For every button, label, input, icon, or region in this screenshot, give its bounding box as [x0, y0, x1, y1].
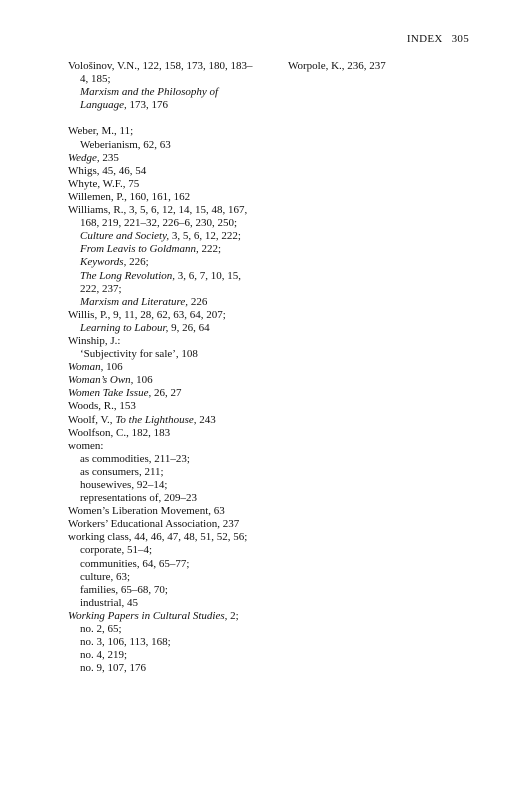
- index-entry: [68, 125, 268, 138]
- entry-text: working class, 44, 46, 47, 48, 51, 52, 56;: [68, 531, 248, 544]
- entry-text: industrial, 45: [80, 596, 139, 609]
- entry-text: Weber, M., 11;: [68, 125, 134, 138]
- entry-text: no. 2, 65;: [80, 623, 122, 636]
- index-subentry: [68, 492, 268, 505]
- index-entry: [68, 204, 268, 217]
- index-column-left: [68, 60, 268, 675]
- index-subentry: [68, 296, 268, 309]
- entry-text: no. 3, 106, 113, 168;: [80, 636, 171, 649]
- entry-text: Workers’ Educational Association, 237: [68, 518, 240, 531]
- index-subentry: [68, 256, 268, 269]
- entry-title-italic: Culture and Society,: [80, 230, 170, 243]
- entry-text: no. 4, 219;: [80, 649, 128, 662]
- entry-title-italic: Marxism and the Philosophy of: [80, 86, 219, 99]
- entry-title-italic: To the Lighthouse,: [115, 413, 197, 426]
- entry-text: Willis, P., 9, 11, 28, 62, 63, 64, 207;: [68, 308, 226, 321]
- index-subentry: [68, 479, 268, 492]
- index-subentry: [68, 466, 268, 479]
- index-subentry: [68, 270, 268, 283]
- entry-title-italic: Woman,: [68, 361, 104, 374]
- entry-text: Woods, R., 153: [68, 400, 136, 413]
- entry-text: women:: [68, 439, 104, 452]
- index-column-right: [288, 60, 468, 73]
- index-entry: [68, 152, 268, 165]
- index-entry: [68, 178, 268, 191]
- entry-text: 243: [196, 413, 216, 426]
- index-subentry: [68, 636, 268, 649]
- entry-text: Women’s Liberation Movement, 63: [68, 505, 225, 518]
- index-subentry: [68, 584, 268, 597]
- entry-title-italic: Women Take Issue,: [68, 387, 152, 400]
- entry-text: Woolfson, C., 182, 183: [68, 426, 171, 439]
- entry-text: Whyte, W.F., 75: [68, 177, 140, 190]
- entry-title-italic: Keywords,: [80, 256, 127, 269]
- entry-text: 106: [103, 361, 123, 374]
- index-subentry: [68, 283, 268, 296]
- entry-text: representations of, 209–23: [80, 492, 197, 505]
- index-subentry: [68, 571, 268, 584]
- index-subentry: [68, 99, 268, 112]
- header-label: INDEX: [406, 33, 443, 45]
- entry-title-italic: Learning to Labour,: [80, 321, 169, 334]
- index-subentry: [68, 597, 268, 610]
- entry-text: ‘Subjectivity for sale’, 108: [80, 348, 198, 361]
- index-subentry: [68, 322, 268, 335]
- index-entry: [68, 440, 268, 453]
- index-subentry: [68, 230, 268, 243]
- index-subentry: [68, 544, 268, 557]
- entry-title-italic: Language,: [80, 99, 127, 112]
- entry-text: as consumers, 211;: [80, 465, 164, 478]
- entry-text: Williams, R., 3, 5, 6, 12, 14, 15, 48, 167,: [68, 204, 248, 217]
- index-entry: [68, 518, 268, 531]
- entry-text: housewives, 92–14;: [80, 479, 168, 491]
- entry-text: 226;: [126, 256, 149, 269]
- entry-text: Worpole, K., 236, 237: [288, 60, 386, 72]
- entry-text: families, 65–68, 70;: [80, 583, 168, 596]
- index-entry: [68, 427, 268, 440]
- entry-text: Winship, J.:: [68, 334, 121, 347]
- entry-title-italic: Marxism and Literature,: [80, 295, 189, 308]
- entry-title-italic: The Long Revolution,: [80, 269, 176, 282]
- index-subentry: [68, 558, 268, 571]
- entry-text: 235: [99, 151, 119, 164]
- entry-text: culture, 63;: [80, 570, 131, 583]
- entry-text: 226: [188, 295, 208, 308]
- index-entry: [68, 361, 268, 374]
- entry-text: Weberianism, 62, 63: [80, 138, 171, 151]
- index-entry: [68, 414, 268, 427]
- entry-text: Willemen, P., 160, 161, 162: [68, 190, 191, 203]
- index-subentry: [68, 139, 268, 152]
- entry-text: 222, 237;: [80, 282, 122, 295]
- index-subentry: [68, 243, 268, 256]
- entry-text: 4, 185;: [80, 73, 111, 86]
- running-header: [407, 33, 469, 45]
- entry-text: corporate, 51–4;: [80, 544, 153, 557]
- entry-gap: [68, 112, 268, 125]
- index-entry: [68, 387, 268, 400]
- entry-text: 3, 6, 7, 10, 15,: [175, 269, 242, 282]
- index-entry: [68, 60, 268, 73]
- index-subentry: [68, 453, 268, 466]
- entry-title-italic: Working Papers in Cultural Studies,: [68, 609, 228, 622]
- index-subentry: [68, 662, 268, 675]
- index-entry: [68, 335, 268, 348]
- index-entry: [68, 165, 268, 178]
- index-subentry: [68, 623, 268, 636]
- entry-text: Vološinov, V.N., 122, 158, 173, 180, 183–: [68, 60, 253, 72]
- index-subentry: [68, 649, 268, 662]
- index-entry: [68, 191, 268, 204]
- index-subentry: [68, 73, 268, 86]
- index-entry: [68, 309, 268, 322]
- entry-title-italic: From Leavis to Goldmann,: [80, 243, 199, 256]
- entry-title-italic: Wedge,: [68, 151, 100, 164]
- index-subentry: [68, 348, 268, 361]
- entry-text: 168, 219, 221–32, 226–6, 230, 250;: [80, 217, 238, 230]
- entry-text: 2;: [227, 609, 239, 622]
- entry-text: communities, 64, 65–77;: [80, 557, 190, 570]
- entry-text: 222;: [198, 243, 222, 256]
- entry-text: 9, 26, 64: [168, 321, 210, 334]
- index-entry: [288, 60, 468, 73]
- entry-text: 3, 5, 6, 12, 222;: [169, 230, 241, 243]
- entry-title-italic: Woman’s Own,: [68, 374, 134, 387]
- entry-text: as commodities, 211–23;: [80, 452, 190, 465]
- page-number: 305: [451, 33, 469, 45]
- entry-text: no. 9, 107, 176: [80, 662, 146, 675]
- index-entry: [68, 505, 268, 518]
- index-entry: [68, 531, 268, 544]
- entry-text: 173, 176: [126, 99, 168, 112]
- index-subentry: [68, 217, 268, 230]
- entry-text: Woolf, V.,: [68, 413, 116, 426]
- entry-text: 106: [133, 374, 153, 387]
- index-entry: [68, 610, 268, 623]
- entry-text: 26, 27: [151, 387, 182, 400]
- index-entry: [68, 374, 268, 387]
- index-entry: [68, 400, 268, 413]
- entry-text: Whigs, 45, 46, 54: [68, 164, 147, 177]
- index-subentry: [68, 86, 268, 99]
